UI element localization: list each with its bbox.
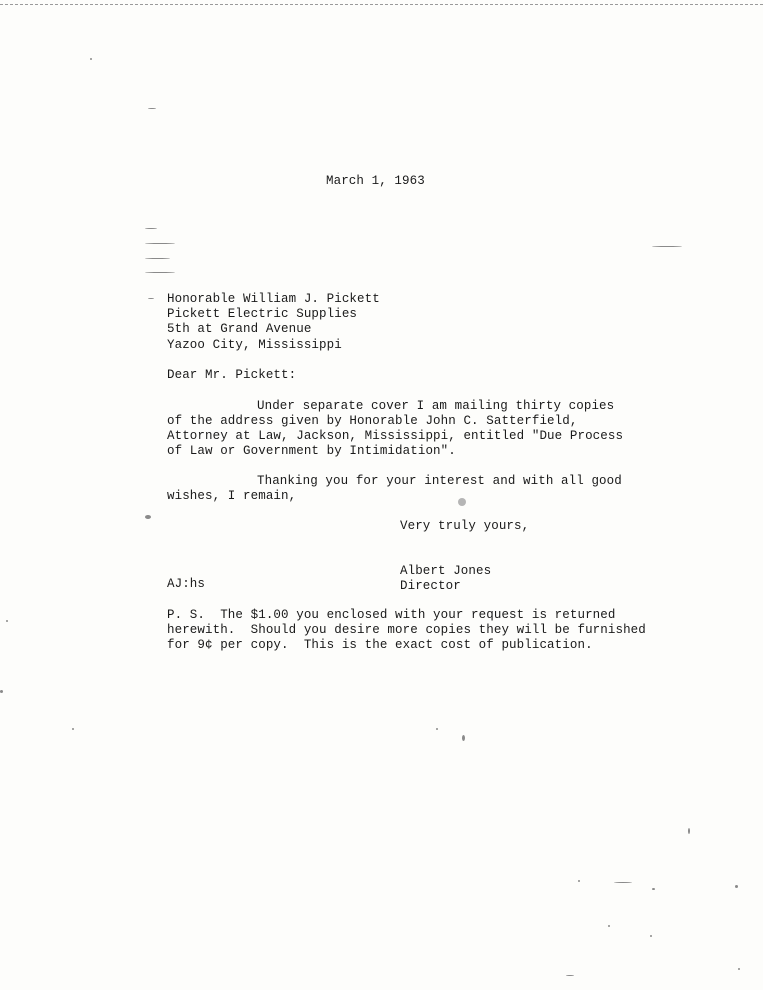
recipient-company: Pickett Electric Supplies [167,307,358,321]
top-edge-rule [0,4,763,5]
postscript-line: P. S. The $1.00 you enclosed with your request is returned [167,608,616,622]
scan-speck [72,728,74,730]
scan-speck [688,828,690,834]
scan-speck [145,515,151,519]
scan-speck [462,735,465,741]
scan-speck [90,58,92,60]
postscript-line: herewith. Should you desire more copies they will be furnished [167,623,646,637]
recipient-street: 5th at Grand Avenue [167,322,312,336]
scan-speck [578,880,580,882]
body-line: Attorney at Law, Jackson, Mississippi, entitled "Due Process [167,429,624,443]
recipient-city: Yazoo City, Mississippi [167,338,342,352]
signer-name: Albert Jones [400,564,492,578]
scan-speck [148,108,156,109]
scan-speck [145,272,175,273]
body-line: of the address given by Honorable John C. Satterfield, [167,414,578,428]
complimentary-closing: Very truly yours, [400,519,530,533]
body-line: of Law or Government by Intimidation". [167,444,456,458]
scan-speck [0,690,3,693]
salutation: Dear Mr. Pickett: [167,368,297,382]
scan-speck [145,258,170,259]
scan-speck [145,243,175,244]
recipient-name: Honorable William J. Pickett [167,292,380,306]
scan-speck [148,298,154,299]
scan-speck [566,975,574,976]
scan-speck [652,246,682,247]
body-line: Thanking you for your interest and with all good [257,474,622,488]
scan-speck [145,228,157,229]
signer-title: Director [400,579,461,593]
scan-speck [650,935,652,937]
scan-speck [738,968,740,970]
scan-speck [614,882,632,883]
scan-speck [735,885,738,888]
body-line: Under separate cover I am mailing thirty copies [257,399,615,413]
scan-speck [608,925,610,927]
scan-speck [652,888,655,890]
postscript-line: for 9¢ per copy. This is the exact cost of publication. [167,638,593,652]
reference-initials: AJ:hs [167,577,206,591]
scan-speck [6,620,8,622]
body-line: wishes, I remain, [167,489,297,503]
scan-speck [458,498,466,506]
letter-date: March 1, 1963 [326,174,425,188]
scan-speck [436,728,438,730]
